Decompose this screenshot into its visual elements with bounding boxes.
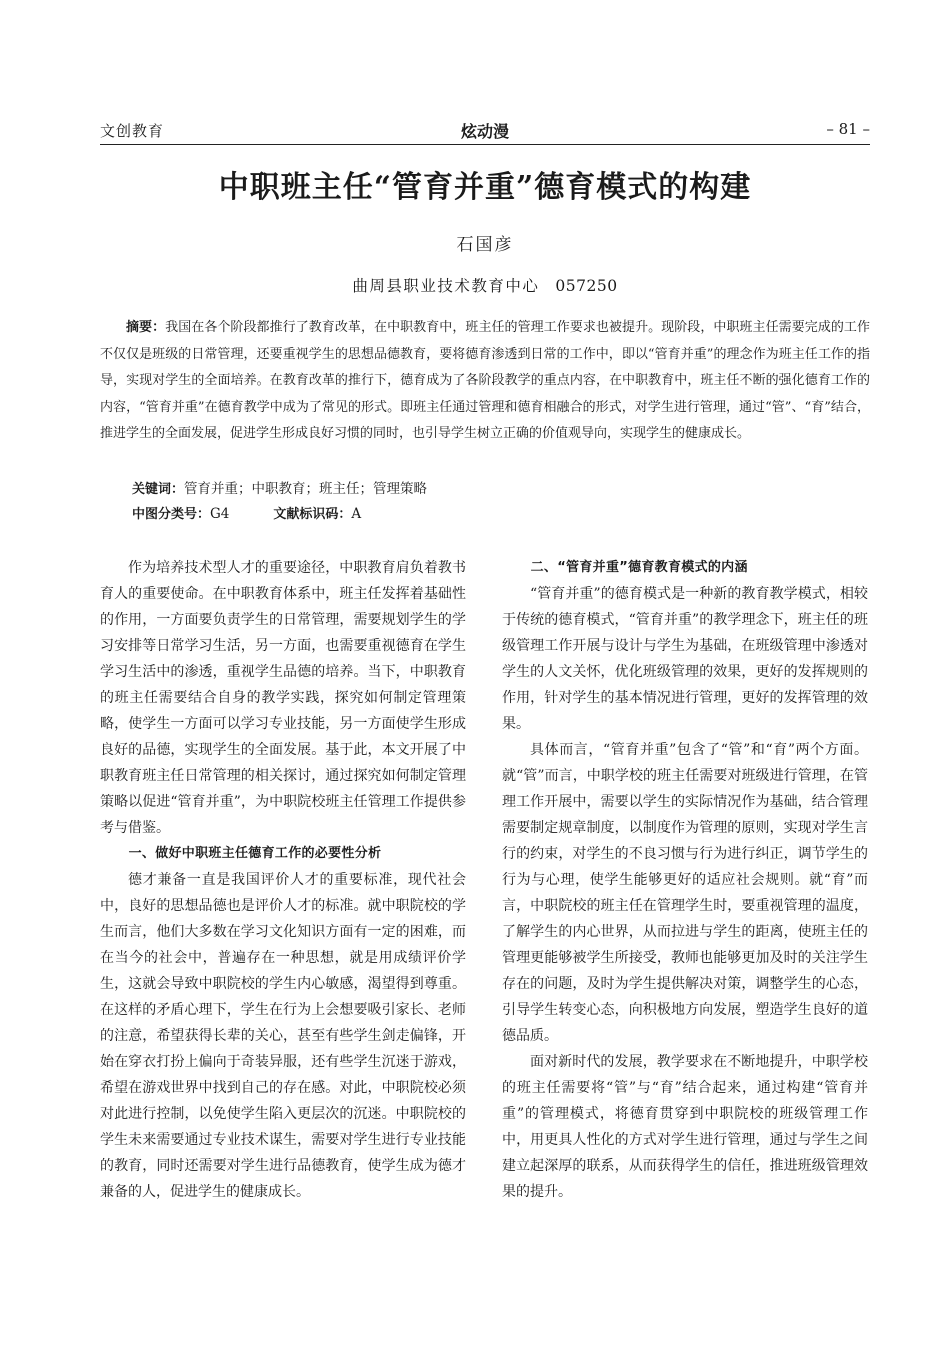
article-title: 中职班主任“管育并重”德育模式的构建 (218, 170, 752, 205)
affiliation (100, 274, 870, 296)
clc-label: 中图分类号： (132, 507, 211, 522)
section-2-paragraph-3: 面对新时代的发展，教学要求在不断地提升，中职学校的班主任需要将“管”与“育”结合起来，通过构建“管育并重”的管理模式，将德育贯穿到中职院校的班级管理工作中，用更具人性化的方式对学生进行管理，通过与学生之间建立起深厚的联系，从而获得学生的信任，推进班级管理效果的提升。 (502, 1054, 868, 1200)
keywords-label: 关键词： (132, 482, 185, 497)
postal-code: 057250 (555, 277, 618, 295)
keywords-line (132, 477, 427, 497)
affiliation-name: 曲周县职业技术教育中心 (352, 277, 540, 295)
abstract-paragraph (100, 315, 870, 448)
section-heading-2: 二、“管育并重”德育教育模式的内涵 (530, 560, 748, 575)
doc-code-value: A (351, 506, 362, 522)
page-number: – 81 – (826, 120, 870, 138)
clc-value: G4 (210, 506, 230, 522)
doc-code-label: 文献标识码： (273, 507, 352, 522)
classification-line (132, 503, 361, 522)
journal-name: 炫动漫 (460, 122, 509, 141)
section-2-paragraph-1: “管育并重”的德育模式是一种新的教育教学模式，相较于传统的德育模式，“管育并重”的教学理念下，班主任的班级管理工作开展与设计与学生为基础，在班级管理中渗透对学生的人文关怀，优化班级管理的效果，更好的发挥规则的作用，针对学生的基本情况进行管理，更好的发挥管理的效果。 (502, 586, 868, 732)
abstract-label: 摘要： (126, 320, 166, 335)
section-name: 文创教育 (100, 122, 165, 140)
abstract-block (100, 315, 870, 448)
section-2-paragraph-2: 具体而言，“管育并重”包含了“管”和“育”两个方面。就“管”而言，中职学校的班主任需要对班级进行管理，在管理工作开展中，需要以学生的实际情况作为基础，结合管理需要制定规章制度，以制度作为管理的原则，实现对学生言行的约束，对学生的不良习惯与行为进行纠正，调节学生的行为与心理，使学生能够更好的适应社会规则。就“育”而言，中职院校的班主任在管理学生时，要重视管理的温度，了解学生的内心世界，从而拉进与学生的距离，使班主任的管理更能够被学生所接受，教师也能够更加及时的关注学生存在的问题，及时为学生提供解决对策，调整学生的心态，引导学生转变心态，向积极地方向发展，塑造学生良好的道德品质。 (502, 742, 868, 1044)
intro-paragraph: 作为培养技术型人才的重要途径，中职教育肩负着教书育人的重要使命。在中职教育体系中，班主任发挥着基础性的作用，一方面要负责学生的日常管理，需要规划学生的学习安排等日常学习生活，另一方面，也需要重视德育在学生学习生活中的渗透，重视学生品德的培养。当下，中职教育的班主任需要结合自身的教学实践，探究如何制定管理策略，使学生一方面可以学习专业技能，另一方面使学生形成良好的品德，实现学生的全面发展。基于此，本文开展了中职教育班主任日常管理的相关探讨，通过探究如何制定管理策略以促进“管育并重”，为中职院校班主任管理工作提供参考与借鉴。 (100, 560, 466, 836)
left-column (100, 555, 466, 1205)
section-1-paragraph: 德才兼备一直是我国评价人才的重要标准，现代社会中，良好的思想品德也是评价人才的标准。就中职院校的学生而言，他们大多数在学习文化知识方面有一定的困难，而在当今的社会中，普遍存在一种思想，就是用成绩评价学生，这就会导致中职院校的学生内心敏感，渴望得到尊重。在这样的矛盾心理下，学生在行为上会想要吸引家长、老师的注意，希望获得长辈的关心，甚至有些学生剑走偏锋，开始在穿衣打扮上偏向于奇装异服，还有些学生沉迷于游戏，希望在游戏世界中找到自己的存在感。对此，中职院校必须对此进行控制，以免使学生陷入更层次的沉迷。中职院校的学生未来需要通过专业技术谋生，需要对学生进行专业技能的教育，同时还需要对学生进行品德教育，使学生成为德才兼备的人，促进学生的健康成长。 (100, 872, 466, 1200)
keywords-text: 管育并重；中职教育；班主任；管理策略 (184, 481, 428, 497)
abstract-text: 我国在各个阶段都推行了教育改革，在中职教育中，班主任的管理工作要求也被提升。现阶段，中职班主任需要完成的工作不仅仅是班级的日常管理，还要重视学生的思想品德教育，要将德育渗透到日常的工作中，即以“管育并重”的理念作为班主任工作的指导，实现对学生的全面培养。在教育改革的推行下，德育成为了各阶段教学的重点内容，在中职教育中，班主任不断的强化德育工作的内容，“管育并重”在德育教学中成为了常见的形式。即班主任通过管理和德育相融合的形式，对学生进行管理，通过“管”、“育”结合，推进学生的全面发展，促进学生形成良好习惯的同时，也引导学生树立正确的价值观导向，实现学生的健康成长。 (100, 320, 870, 442)
right-column (502, 555, 868, 1205)
section-heading-1: 一、做好中职班主任德育工作的必要性分析 (128, 846, 382, 861)
running-header (100, 118, 870, 145)
author-name: 石国彦 (456, 235, 514, 255)
